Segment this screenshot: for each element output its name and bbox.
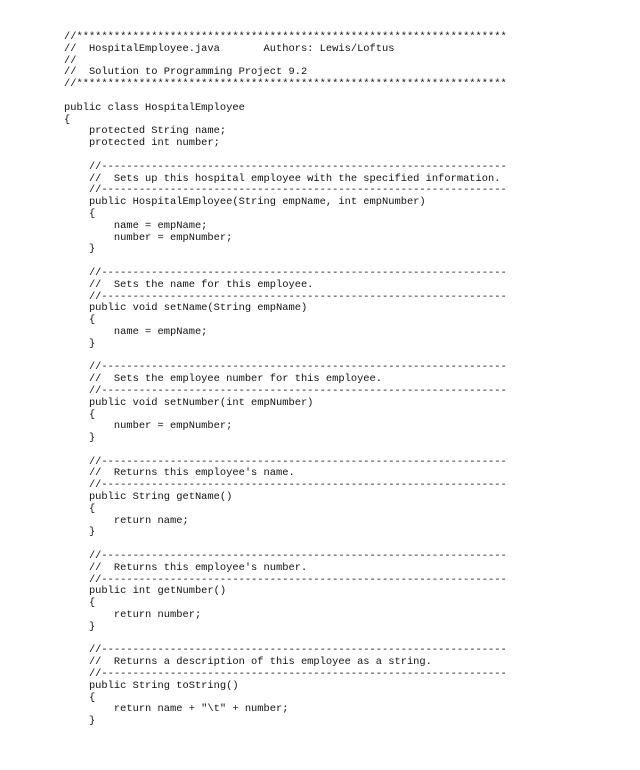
code-line: //	[64, 54, 77, 67]
code-line: number = empNumber;	[64, 231, 233, 244]
code-line: {	[64, 502, 96, 515]
code-line: }	[64, 715, 96, 728]
code-line: public String toString()	[64, 679, 239, 692]
code-line: public class HospitalEmployee	[64, 101, 245, 114]
code-line: number = empNumber;	[64, 420, 233, 433]
code-line: //-----------------------------------------------------------------	[64, 550, 507, 563]
code-line: name = empName;	[64, 219, 208, 232]
code-line: }	[64, 620, 96, 633]
code-line: public int getNumber()	[64, 585, 227, 598]
code-line: // Sets up this hospital employee with the specified information.	[64, 172, 501, 185]
code-line: }	[64, 432, 96, 445]
code-line: // Returns this employee's name.	[64, 467, 295, 480]
code-line: //-----------------------------------------------------------------	[64, 668, 507, 681]
code-line	[64, 445, 507, 457]
code-line: // Returns a description of this employee as a string.	[64, 656, 432, 669]
code-line: {	[64, 691, 96, 704]
code-line: //-----------------------------------------------------------------	[64, 644, 507, 657]
code-line: {	[64, 314, 96, 327]
code-line: // Sets the name for this employee.	[64, 278, 314, 291]
code-line: public String getName()	[64, 491, 233, 504]
code-line: {	[64, 207, 96, 220]
code-line: {	[64, 597, 96, 610]
code-line: name = empName;	[64, 325, 208, 338]
code-line: }	[64, 526, 96, 539]
code-line: //-----------------------------------------------------------------	[64, 266, 507, 279]
code-line: }	[64, 337, 96, 350]
code-line: {	[64, 113, 71, 126]
code-line: //-----------------------------------------------------------------	[64, 479, 507, 492]
code-line: // HospitalEmployee.java Authors: Lewis/Loftus	[64, 42, 395, 55]
code-line: //-----------------------------------------------------------------	[64, 160, 507, 173]
code-line: //*********************************************************************	[64, 31, 507, 43]
code-line: public void setNumber(int empNumber)	[64, 396, 314, 409]
code-line: }	[64, 243, 96, 256]
code-line: //-----------------------------------------------------------------	[64, 361, 507, 374]
code-line: protected int number;	[64, 137, 220, 150]
code-line: //*********************************************************************	[64, 78, 507, 91]
code-line: // Returns this employee's number.	[64, 561, 308, 574]
code-line: {	[64, 408, 96, 421]
code-line: // Solution to Programming Project 9.2	[64, 66, 308, 79]
code-line: //-----------------------------------------------------------------	[64, 184, 507, 197]
code-line: //-----------------------------------------------------------------	[64, 573, 507, 586]
code-line	[64, 150, 507, 162]
code-line: protected String name;	[64, 125, 227, 138]
code-line: public HospitalEmployee(String empName, int empNumber)	[64, 196, 426, 209]
code-line: //-----------------------------------------------------------------	[64, 455, 507, 468]
code-line: //-----------------------------------------------------------------	[64, 290, 507, 303]
code-line: // Sets the employee number for this employee.	[64, 373, 383, 386]
code-line: //-----------------------------------------------------------------	[64, 384, 507, 397]
source-code-listing	[64, 32, 507, 728]
code-line: return name;	[64, 514, 189, 527]
code-line: return number;	[64, 609, 202, 622]
code-line	[64, 91, 507, 103]
code-line: public void setName(String empName)	[64, 302, 308, 315]
code-line: return name + "\t" + number;	[64, 703, 289, 716]
